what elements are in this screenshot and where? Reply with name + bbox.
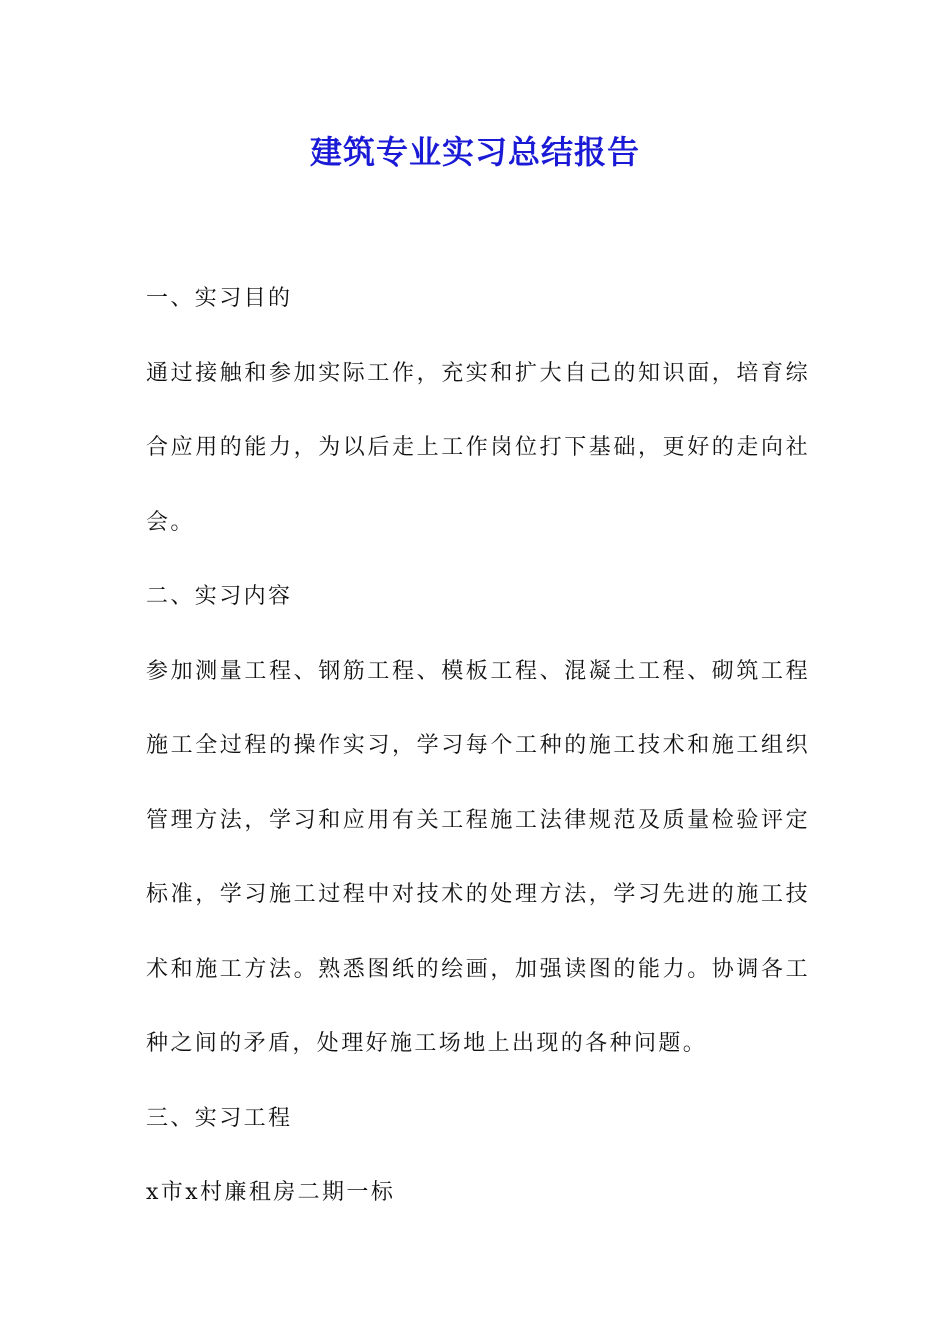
section-heading-content: 二、实习内容 (146, 584, 293, 609)
section-text-project: x市x村廉租房二期一标 (146, 1180, 396, 1205)
section-heading-purpose: 一、实习目的 (146, 286, 293, 311)
section-heading-project: 三、实习工程 (146, 1105, 293, 1131)
section-text-purpose: 通过接触和参加实际工作，充实和扩大自己的知识面，培育综合应用的能力，为以后走上工作岗位打下基础，更好的走向社会。 (146, 360, 810, 535)
document-title: 建筑专业实习总结报告 (309, 133, 640, 171)
document-body (146, 262, 810, 1231)
section-text-content: 参加测量工程、钢筋工程、模板工程、混凝土工程、砌筑工程施工全过程的操作实习，学习每个工种的施工技术和施工组织管理方法，学习和应用有关工程施工法律规范及质量检验评定标准，学习施工过程中对技术的处理方法，学习先进的施工技术和施工方法。熟悉图纸的绘画，加强读图的能力。协调各工种之间的矛盾，处理好施工场地上出现的各种问题。 (146, 658, 810, 1056)
